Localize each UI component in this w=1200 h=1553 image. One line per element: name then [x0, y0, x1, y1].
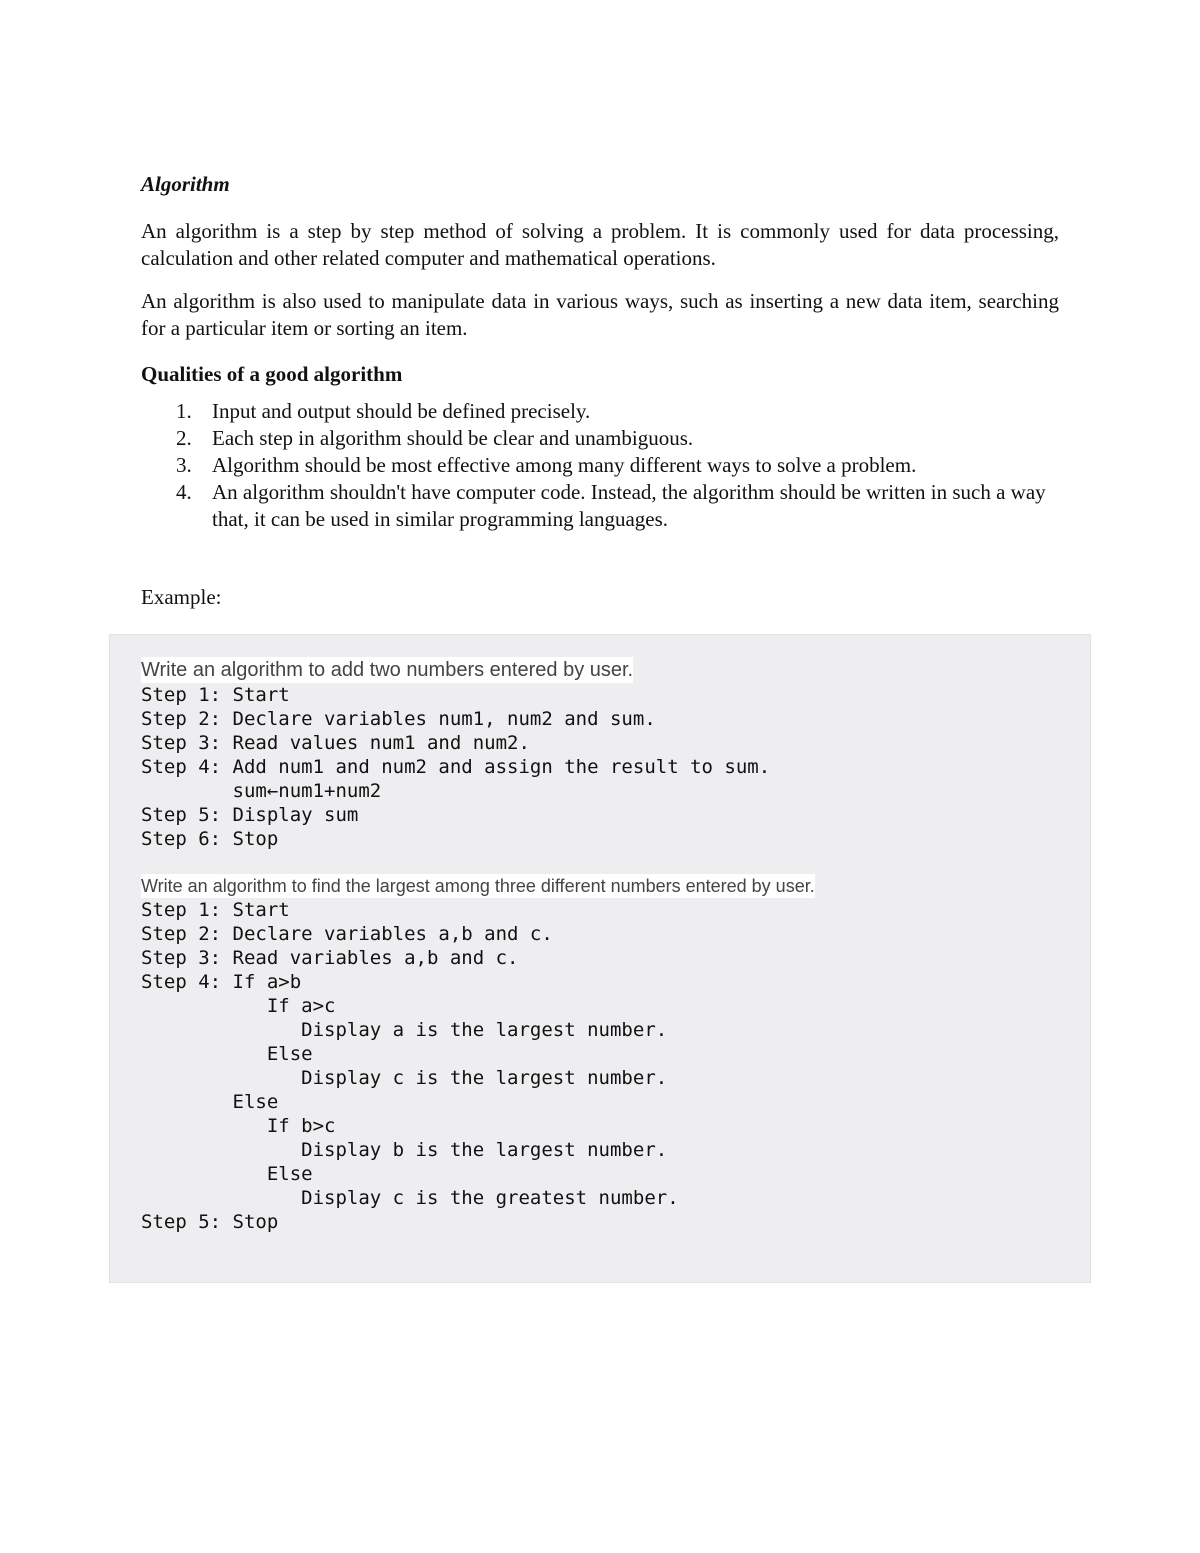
code-line: Display c is the greatest number. [141, 1187, 679, 1209]
code-line: Else [141, 1163, 313, 1185]
list-item [141, 398, 1059, 425]
example-2-code [141, 898, 679, 1234]
code-line: Step 1: Start [141, 899, 290, 921]
code-line: If b>c [141, 1115, 336, 1137]
code-line: Step 2: Declare variables a,b and c. [141, 923, 553, 945]
code-line: Step 3: Read variables a,b and c. [141, 947, 519, 969]
list-item-text: Algorithm should be most effective among many different ways to solve a problem. [212, 453, 917, 477]
list-item-text: An algorithm shouldn't have computer code. Instead, the algorithm should be written in such a way that, it can be used in similar programming languages. [212, 480, 1046, 531]
list-item [141, 425, 1059, 452]
code-line: Step 6: Stop [141, 828, 279, 850]
usage-paragraph: An algorithm is also used to manipulate data in various ways, such as inserting a new data item, searching for a particular item or sorting an item. [141, 289, 1059, 340]
code-line: Step 3: Read values num1 and num2. [141, 732, 530, 754]
code-line: If a>c [141, 995, 336, 1017]
intro-paragraph: An algorithm is a step by step method of solving a problem. It is commonly used for data processing, calculation and other related computer and mathematical operations. [141, 219, 1059, 270]
example-label: Example: [141, 585, 222, 609]
document-title: Algorithm [141, 172, 230, 196]
code-line: Else [141, 1043, 313, 1065]
qualities-heading: Qualities of a good algorithm [141, 362, 403, 386]
list-item-number: 4. [176, 480, 192, 504]
list-item [141, 452, 1059, 479]
example-1-prompt: Write an algorithm to add two numbers entered by user. [141, 659, 634, 681]
qualities-list [141, 398, 1059, 533]
code-line: Display b is the largest number. [141, 1139, 668, 1161]
code-line: Step 4: Add num1 and num2 and assign the result to sum. [141, 756, 771, 778]
code-line: Else [141, 1091, 279, 1113]
code-line: Display a is the largest number. [141, 1019, 668, 1041]
example-2-prompt: Write an algorithm to find the largest among three different numbers entered by user. [141, 876, 815, 896]
code-line: Step 5: Stop [141, 1211, 279, 1233]
list-item [141, 479, 1059, 533]
code-line: Step 4: If a>b [141, 971, 302, 993]
example-1-code [141, 683, 770, 851]
code-line: Display c is the largest number. [141, 1067, 668, 1089]
list-item-number: 1. [176, 399, 192, 423]
code-line: Step 5: Display sum [141, 804, 359, 826]
list-item-text: Each step in algorithm should be clear and unambiguous. [212, 426, 694, 450]
list-item-number: 2. [176, 426, 192, 450]
code-line: Step 2: Declare variables num1, num2 and sum. [141, 708, 656, 730]
code-line: sum←num1+num2 [141, 780, 382, 802]
list-item-text: Input and output should be defined precisely. [212, 399, 591, 423]
list-item-number: 3. [176, 453, 192, 477]
code-line: Step 1: Start [141, 684, 290, 706]
